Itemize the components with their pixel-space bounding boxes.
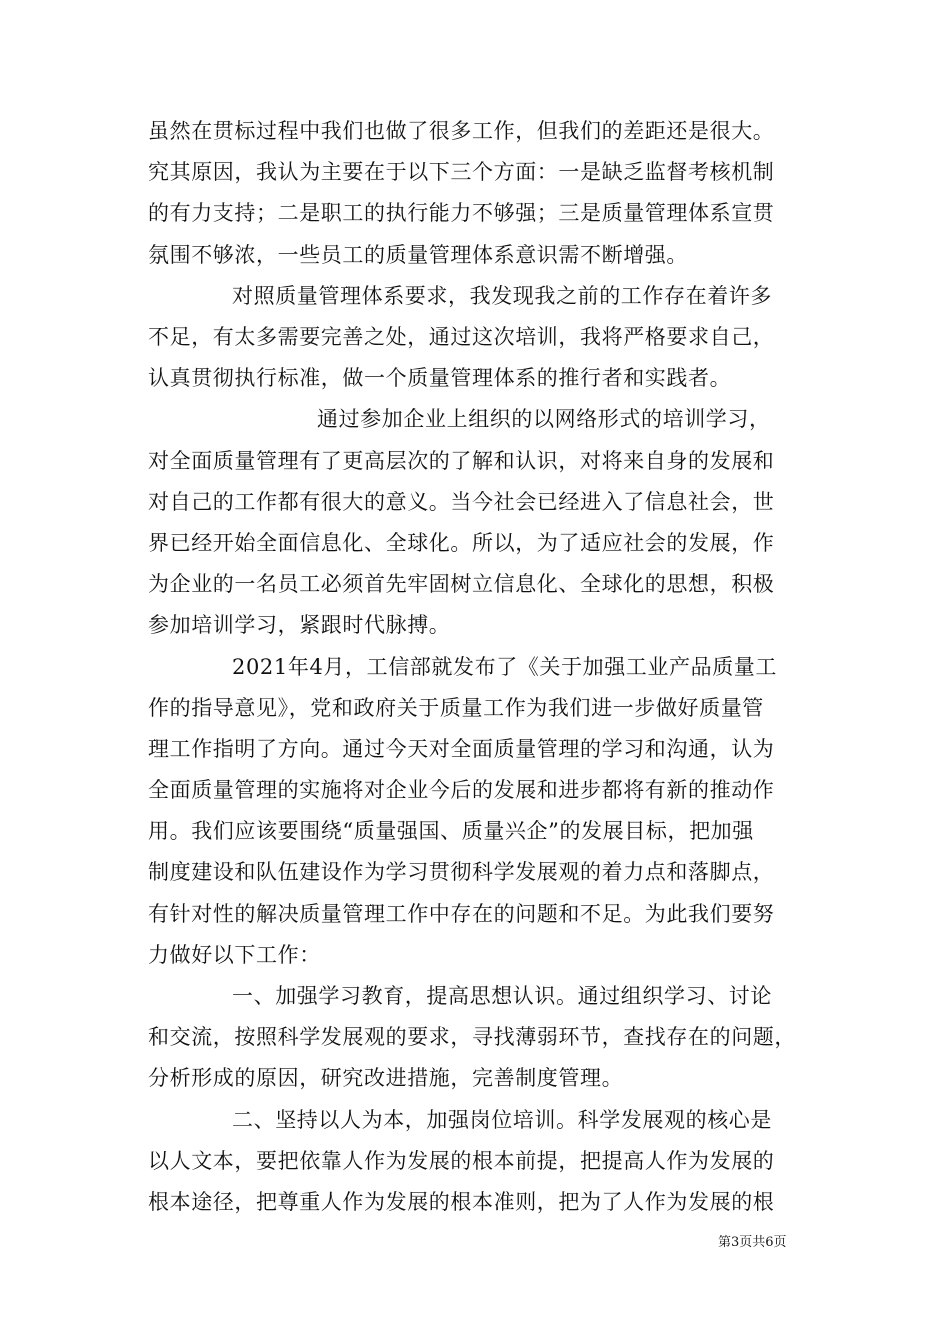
text-line: 制度建设和队伍建设作为学习贯彻科学发展观的着力点和落脚点， — [148, 860, 775, 884]
text-line: 对自己的工作都有很大的意义。当今社会已经进入了信息社会，世 — [148, 490, 775, 514]
text-line: 用。我们应该要围绕“质量强国、质量兴企”的发展目标，把加强 — [148, 819, 754, 843]
text-line: 参加培训学习，紧跟时代脉搏。 — [148, 613, 451, 637]
text-line: 2021年4月，工信部就发布了《关于加强工业产品质量工 — [232, 655, 778, 679]
text-line: 界已经开始全面信息化、全球化。所以，为了适应社会的发展，作 — [148, 531, 775, 555]
text-line: 作的指导意见》，党和政府关于质量工作为我们进一步做好质量管 — [148, 696, 764, 720]
page-indicator: 第3页共6页 — [718, 1235, 787, 1250]
text-line: 究其原因，我认为主要在于以下三个方面：一是缺乏监督考核机制 — [148, 160, 775, 184]
text-line: 根本途径，把尊重人作为发展的根本准则，把为了人作为发展的根 — [148, 1190, 775, 1214]
text-line: 有针对性的解决质量管理工作中存在的问题和不足。为此我们要努 — [148, 902, 775, 926]
text-line: 虽然在贯标过程中我们也做了很多工作，但我们的差距还是很大。 — [148, 119, 775, 143]
text-line: 以人文本，要把依靠人作为发展的根本前提，把提高人作为发展的 — [148, 1149, 775, 1173]
text-line: 为企业的一名员工必须首先牢固树立信息化、全球化的思想，积极 — [148, 572, 775, 596]
text-line: 氛围不够浓，一些员工的质量管理体系意识需不断增强。 — [148, 243, 688, 267]
text-line: 认真贯彻执行标准，做一个质量管理体系的推行者和实践者。 — [148, 366, 732, 390]
text-line: 全面质量管理的实施将对企业今后的发展和进步都将有新的推动作 — [148, 778, 775, 802]
text-line: 一、加强学习教育，提高思想认识。通过组织学习、讨论 — [232, 984, 772, 1008]
text-line: 对全面质量管理有了更高层次的了解和认识，对将来自身的发展和 — [148, 449, 775, 473]
text-line: 和交流，按照科学发展观的要求，寻找薄弱环节，查找存在的问题， — [148, 1025, 796, 1049]
text-line: 分析形成的原因，研究改进措施，完善制度管理。 — [148, 1066, 624, 1090]
text-line: 不足，有太多需要完善之处，通过这次培训，我将严格要求自己， — [148, 325, 775, 349]
text-line: 二、坚持以人为本，加强岗位培训。科学发展观的核心是 — [232, 1108, 772, 1132]
text-line: 对照质量管理体系要求，我发现我之前的工作存在着许多 — [232, 284, 772, 308]
text-line: 理工作指明了方向。通过今天对全面质量管理的学习和沟通，认为 — [148, 737, 775, 761]
text-line: 力做好以下工作： — [148, 943, 321, 967]
text-line: 的有力支持；二是职工的执行能力不够强；三是质量管理体系宣贯 — [148, 201, 775, 225]
text-line: 通过参加企业上组织的以网络形式的培训学习， — [317, 407, 771, 431]
